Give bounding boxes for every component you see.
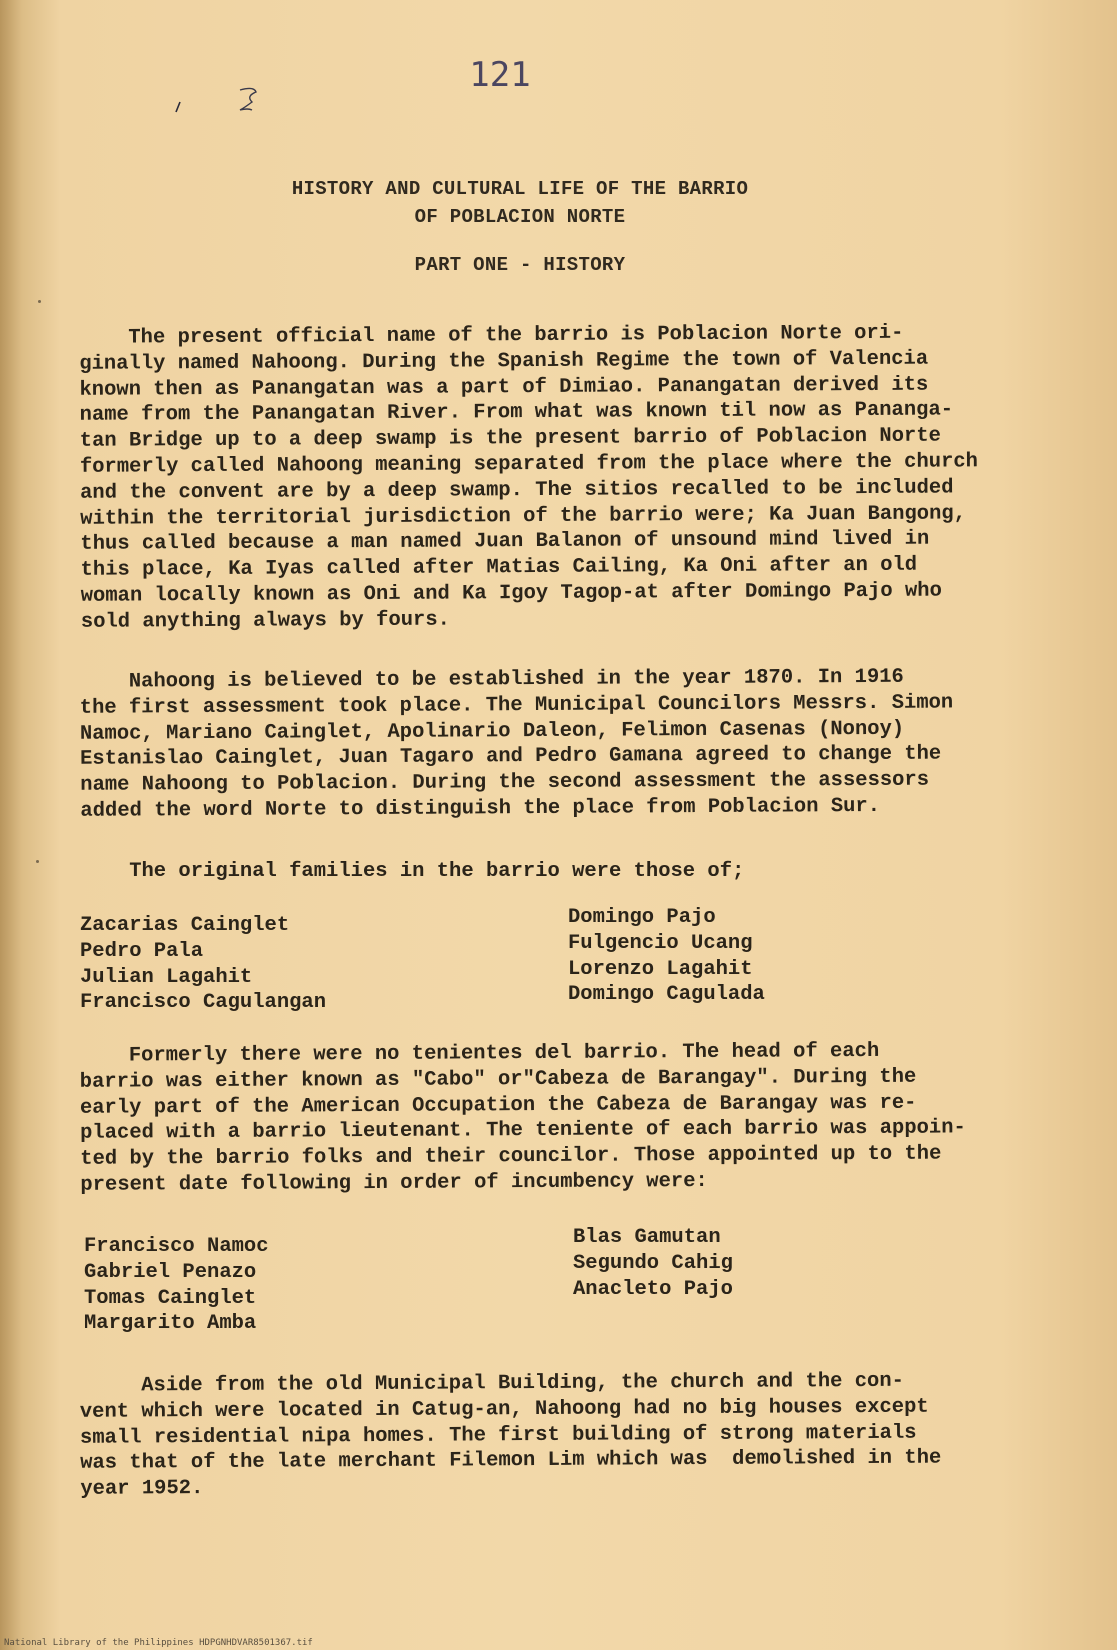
tenientes-list-left [84,1234,269,1337]
list-item: Tomas Cainglet [84,1286,257,1310]
page-number: 121 [469,55,531,95]
paragraph-tenientes: Formerly there were no tenientes del barrio. The head of each barrio was either known as "Cabo" or"Cabeza de Barangay". During the early part of the American Occupation the Cabeza de Barangay was re- placed with a barrio lieutenant. The teniente of each barrio was appoin- ted by the barrio folks and their councilor. Those appointed up to the present date following in order of incumbency were: [79,1039,966,1197]
list-item: Blas Gamutan [573,1226,721,1249]
paragraph-families-intro: The original families in the barrio were those of; [80,860,745,883]
list-item: Lorenzo Lagahit [568,957,753,981]
binding-hole-mark [36,860,39,863]
list-item: Domingo Pajo [568,906,716,929]
paragraph-establishment: Nahoong is believed to be established in the year 1870. In 1916 the first assessment took place. The Municipal Councilors Messrs. Simon Namoc, Mariano Cainglet, Apolinario Daleon, Felimon Casenas (Nonoy) Estanislao Cainglet, Juan Tagaro and Pedro Gamana agreed to change the name Nahoong to Poblacion. During the second assessment the assessors added the word Norte to distinguish the place from Poblacion Sur. [79,665,954,823]
list-item: Anacleto Pajo [573,1277,733,1301]
document-subtitle: OF POBLACION NORTE [414,206,626,228]
list-item: Margarito Amba [84,1312,257,1336]
tenientes-list-right [573,1225,733,1302]
list-item: Pedro Pala [80,939,204,963]
archive-footer: National Library of the Philippines HDPGNHDVAR8501367.tif [4,1638,313,1648]
binding-hole-mark [38,300,41,303]
list-item: Julian Lagahit [80,965,253,989]
list-item: Francisco Cagulangan [80,991,327,1015]
list-item: Fulgencio Ucang [568,931,753,955]
list-item: Francisco Namoc [84,1235,269,1258]
families-list-left [80,913,326,1016]
handwritten-pen-mark [170,82,270,122]
list-item: Gabriel Penazo [84,1260,257,1284]
families-list-right [568,905,765,1008]
list-item: Segundo Cahig [573,1251,733,1275]
list-item: Domingo Cagulada [568,983,765,1007]
document-title: HISTORY AND CULTURAL LIFE OF THE BARRIO [291,178,749,200]
list-item: Zacarias Cainglet [80,914,290,937]
paragraph-origin: The present official name of the barrio is Poblacion Norte ori- ginally named Nahoong. During the Spanish Regime the town of Valencia known then as Panangatan was a part of Dimiao. Panangatan derived its name from the Panangatan River. From what was known til now as Pananga- tan Bridge up to a deep swamp is the present barrio of Poblacion Norte formerly called Nahoong meaning separated from the place where the church and the convent are by a deep swamp. The sitios recalled to be included within the territorial jurisdiction of the barrio were; Ka Juan Bangong, thus called because a man named Juan Balanon of unsound mind lived in this place, Ka Iyas called after Matias Cailing, Ka Oni after an old woman locally known as Oni and Ka Igoy Tagop-at after Domingo Pajo who sold anything always by fours. [79,321,979,634]
section-heading: PART ONE - HISTORY [414,254,626,276]
paragraph-buildings: Aside from the old Municipal Building, the church and the con- vent which were located in Catug-an, Nahoong had no big houses except small residential nipa homes. The first building of strong materials was that of the late merchant Filemon Lim which was demolished in the year 1952. [79,1369,942,1501]
